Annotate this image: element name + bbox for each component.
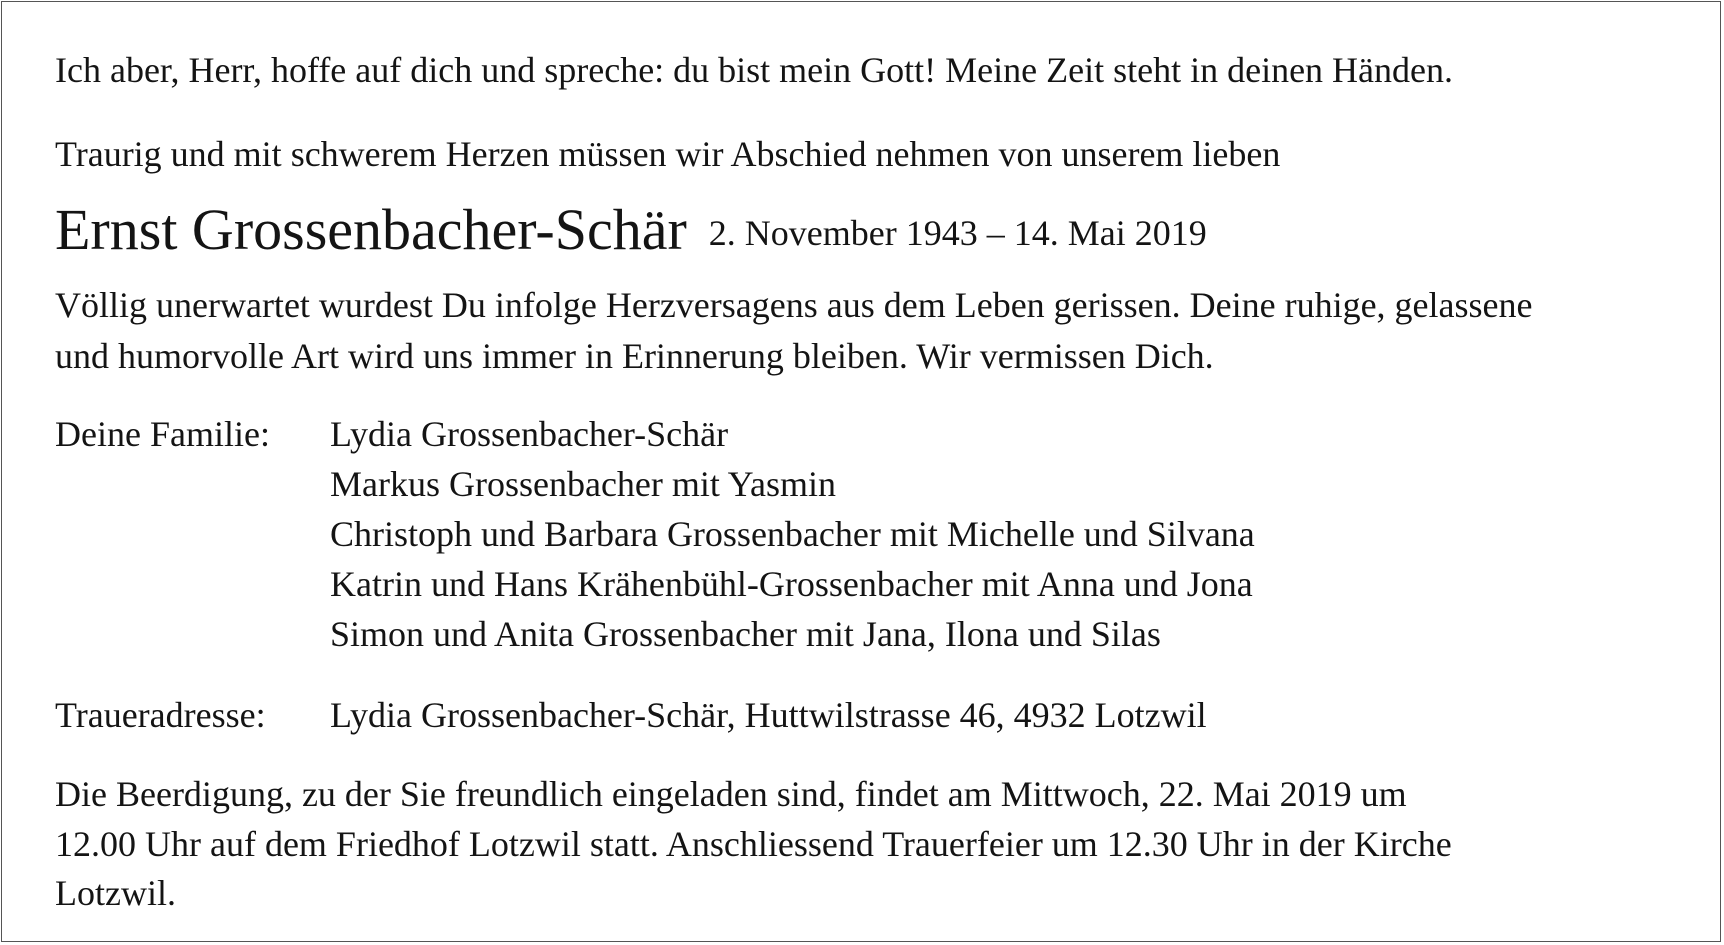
- address-value: Lydia Grossenbacher-Schär, Huttwilstrasse 46, 4932 Lotzwil: [330, 695, 1207, 735]
- funeral-line-3: Lotzwil.: [55, 873, 176, 913]
- family-member: Simon und Anita Grossenbacher mit Jana, Ilona und Silas: [330, 614, 1161, 654]
- address-label: Traueradresse:: [55, 695, 266, 735]
- family-member: Katrin und Hans Krähenbühl-Grossenbacher mit Anna und Jona: [330, 564, 1253, 604]
- obituary-notice: [1, 1, 1721, 942]
- family-member: Christoph und Barbara Grossenbacher mit Michelle und Silvana: [330, 514, 1255, 554]
- family-label: Deine Familie:: [55, 414, 270, 454]
- deceased-heading: [55, 197, 1207, 275]
- life-dates: 2. November 1943 – 14. Mai 2019: [708, 213, 1207, 253]
- intro-text: Traurig und mit schwerem Herzen müssen wir Abschied nehmen von unserem lieben: [55, 134, 1281, 174]
- funeral-line-2: 12.00 Uhr auf dem Friedhof Lotzwil statt. Anschliessend Trauerfeier um 12.30 Uhr in der Kirche: [55, 824, 1452, 864]
- family-member: Lydia Grossenbacher-Schär: [330, 414, 729, 454]
- funeral-line-1: Die Beerdigung, zu der Sie freundlich eingeladen sind, findet am Mittwoch, 22. Mai 2019 um: [55, 774, 1407, 814]
- bible-verse: Ich aber, Herr, hoffe auf dich und spreche: du bist mein Gott! Meine Zeit steht in deinen Händen.: [55, 50, 1454, 90]
- message-line-2: und humorvolle Art wird uns immer in Erinnerung bleiben. Wir vermissen Dich.: [55, 336, 1214, 376]
- message-line-1: Völlig unerwartet wurdest Du infolge Herzversagens aus dem Leben gerissen. Deine ruhige, gelassene: [55, 285, 1533, 325]
- family-member: Markus Grossenbacher mit Yasmin: [330, 464, 836, 504]
- deceased-name: Ernst Grossenbacher-Schär: [55, 197, 687, 262]
